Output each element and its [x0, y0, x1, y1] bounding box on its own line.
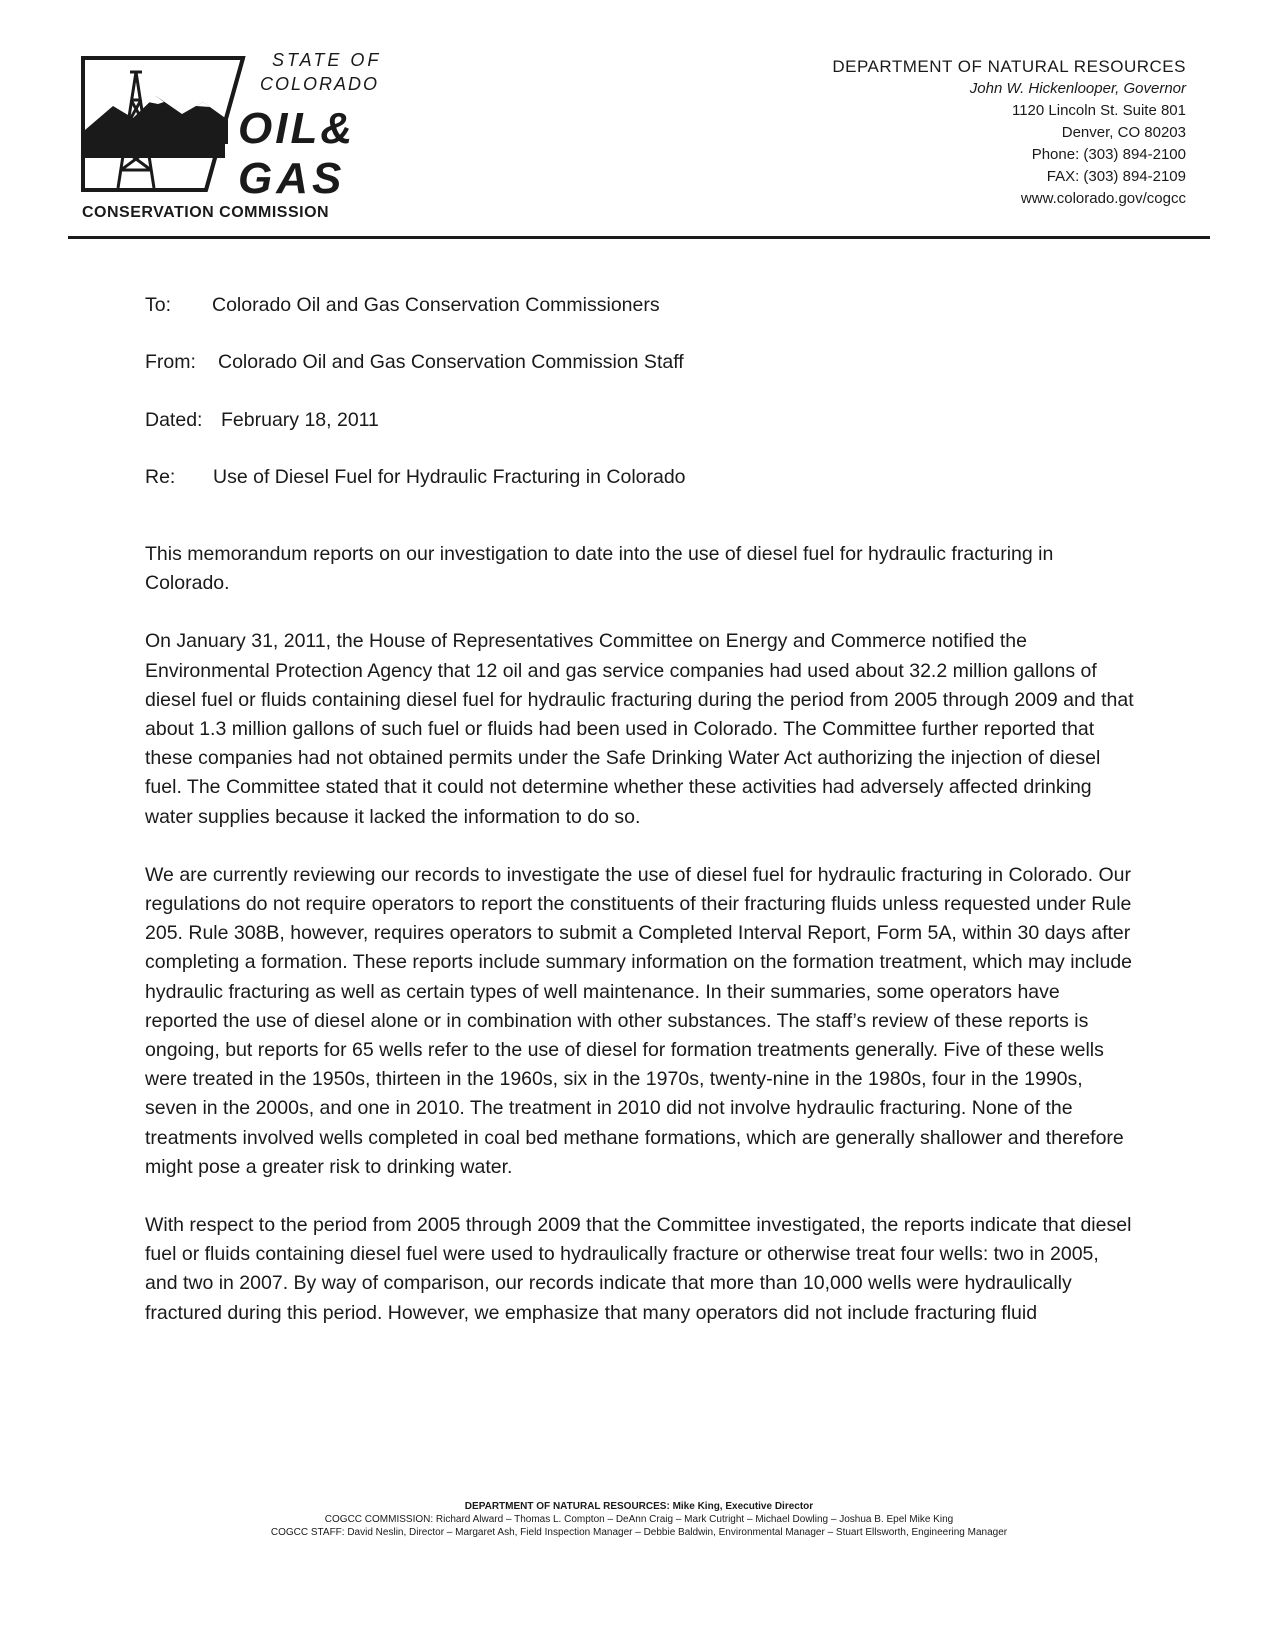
city-state-zip: Denver, CO 80203: [1061, 124, 1186, 141]
logo-oil: OIL&: [238, 104, 356, 153]
website-link[interactable]: www.colorado.gov/cogcc: [1020, 190, 1186, 207]
logo-state-of: STATE OF: [272, 50, 382, 70]
memo-body: [145, 540, 1135, 1357]
logo-conservation-commission: CONSERVATION COMMISSION: [82, 204, 330, 221]
page-footer: [0, 1500, 1278, 1539]
phone-number: Phone: (303) 894-2100: [1031, 146, 1186, 163]
memo-dated: [145, 409, 379, 432]
memo-dated-label: Dated:: [145, 409, 203, 431]
department-name: DEPARTMENT OF NATURAL RESOURCES: [832, 57, 1186, 76]
memo-dated-value: February 18, 2011: [221, 409, 379, 431]
body-paragraph: This memorandum reports on our investigation to date into the use of diesel fuel for hydraulic fracturing in Colorado.: [145, 543, 1054, 595]
memo-re-value: Use of Diesel Fuel for Hydraulic Fracturing in Colorado: [213, 466, 686, 488]
memo-to-value: Colorado Oil and Gas Conservation Commissioners: [212, 294, 660, 316]
memo-to: [145, 294, 660, 317]
memo-from-value: Colorado Oil and Gas Conservation Commission Staff: [218, 351, 684, 373]
footer-department: DEPARTMENT OF NATURAL RESOURCES: Mike King, Executive Director: [464, 1501, 814, 1512]
memo-from: [145, 351, 684, 374]
governor-name: John W. Hickenlooper, Governor: [969, 80, 1186, 97]
body-paragraph: We are currently reviewing our records to investigate the use of diesel fuel for hydraulic fracturing in Colorado. Our regulations do not require operators to report the constituents of their fracturing fluids unless requested under Rule 205. Rule 308B, however, requires operators to submit a Completed Interval Report, Form 5A, within 30 days after completing a formation. These reports include summary information on the formation treatment, which may include hydraulic fracturing as well as certain types of well maintenance. In their summaries, some operators have reported the use of diesel alone or in combination with other substances. The staff’s review of these reports is ongoing, but reports for 65 wells refer to the use of diesel for formation treatments generally. Five of these wells were treated in the 1950s, thirteen in the 1960s, six in the 1970s, twenty-nine in the 1980s, four in the 1990s, seven in the 2000s, and one in 2010. The treatment in 2010 did not involve hydraulic fracturing. None of the treatments involved wells completed in coal bed methane formations, which are generally shallower and therefore might pose a greater risk to drinking water.: [145, 863, 1133, 1178]
letterhead-divider: [68, 236, 1210, 239]
street-address: 1120 Lincoln St. Suite 801: [1011, 102, 1186, 119]
department-address-block: [832, 56, 1186, 210]
fax-number: FAX: (303) 894-2109: [1046, 168, 1186, 185]
memo-re: [145, 466, 686, 489]
logo-colorado: COLORADO: [260, 74, 380, 94]
cogcc-logo: [78, 50, 398, 230]
memo-from-label: From:: [145, 351, 196, 373]
body-paragraph: With respect to the period from 2005 through 2009 that the Committee investigated, the reports indicate that diesel fuel or fluids containing diesel fuel were used to hydraulically fracture or otherwise treat four wells: two in 2005, and two in 2007. By way of comparison, our records indicate that more than 10,000 wells were hydraulically fractured during this period. However, we emphasize that many operators did not include fracturing fluid: [145, 1214, 1132, 1324]
logo-gas: GAS: [238, 154, 346, 203]
body-paragraph: On January 31, 2011, the House of Representatives Committee on Energy and Commerce notified the Environmental Protection Agency that 12 oil and gas service companies had used about 32.2 million gallons of diesel fuel or fluids containing diesel fuel for hydraulic fracturing during the period from 2005 through 2009 and that about 1.3 million gallons of such fuel or fluids had been used in Colorado. The Committee further reported that these companies had not obtained permits under the Safe Drinking Water Act authorizing the injection of diesel fuel. The Committee stated that it could not determine whether these activities had adversely affected drinking water supplies because it lacked the information to do so.: [145, 630, 1134, 828]
memo-re-label: Re:: [145, 466, 176, 488]
memo-to-label: To:: [145, 294, 172, 316]
footer-staff: COGCC STAFF: David Neslin, Director – Margaret Ash, Field Inspection Manager – Debbie Baldwin, Environmental Manager – Stuart Ellsworth, Engineering Manager: [270, 1527, 1008, 1538]
footer-commission: COGCC COMMISSION: Richard Alward – Thomas L. Compton – DeAnn Craig – Mark Cutright – Michael Dowling – Joshua B. Epel Mike King: [324, 1514, 954, 1525]
